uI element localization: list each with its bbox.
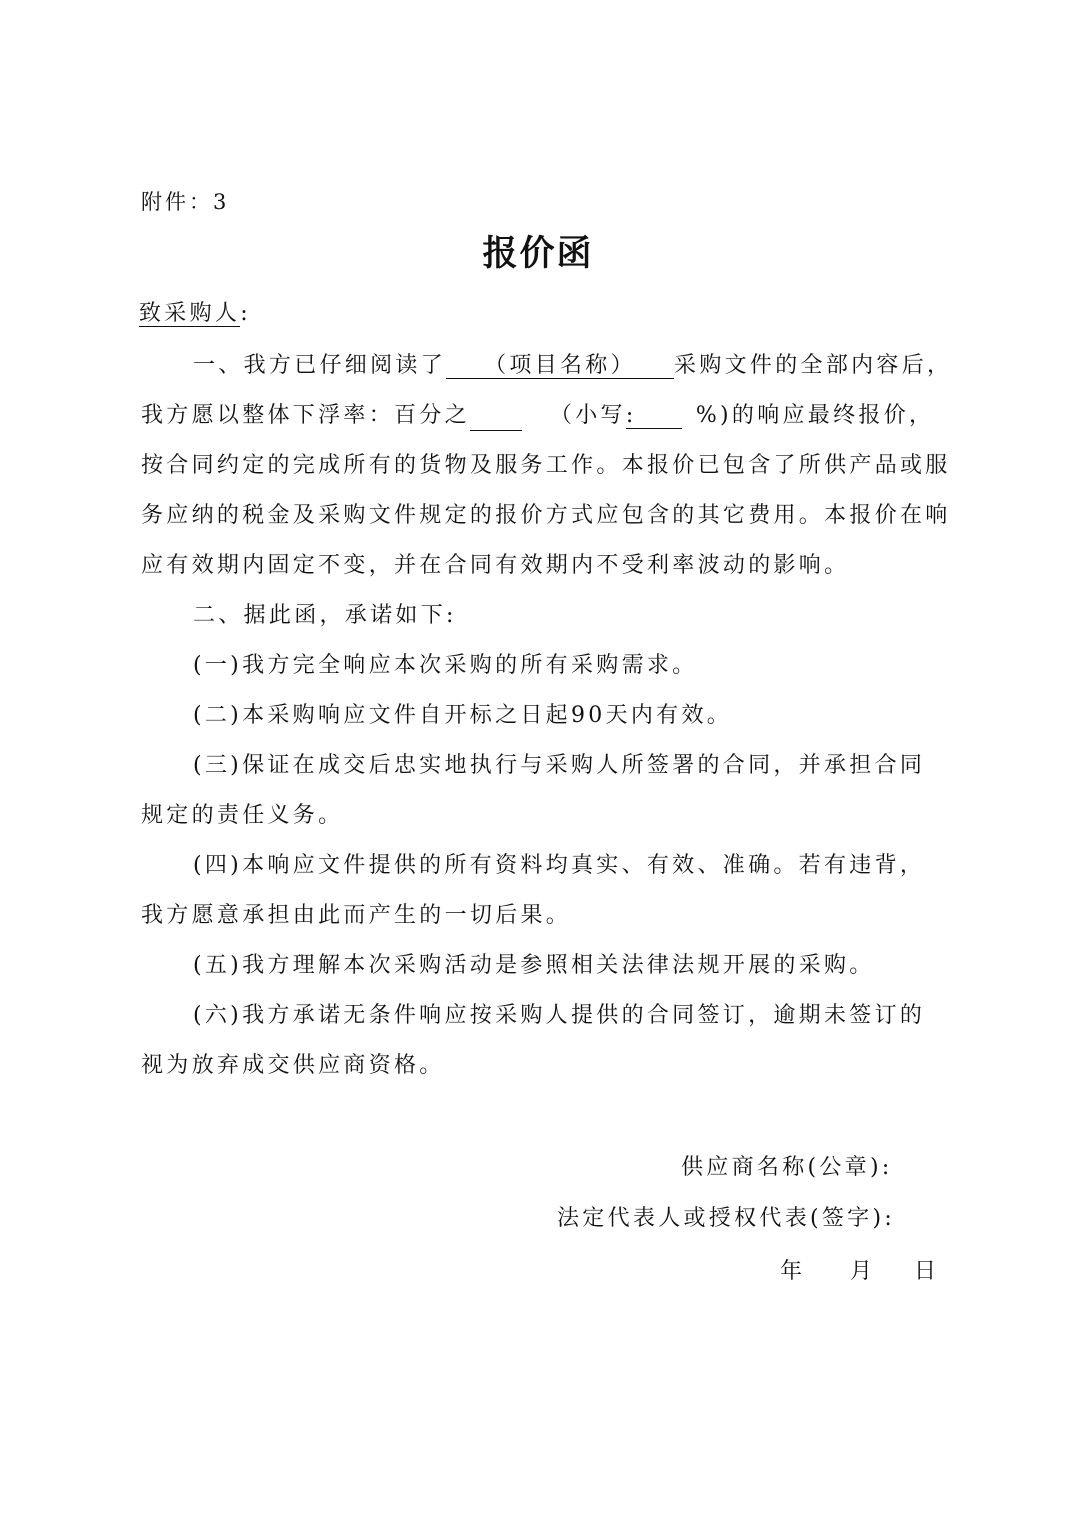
commitment-6-line1: (六)我方承诺无条件响应按采购人提供的合同签订，逾期未签订的 [193, 1003, 926, 1028]
commitment-3-line2: 规定的责任义务。 [141, 803, 344, 828]
commitment-2: (二)本采购响应文件自开标之日起90天内有效。 [193, 703, 733, 728]
date-day: 日 [914, 1259, 937, 1284]
project-name-field: （项目名称） [446, 354, 674, 379]
commitment-4-line2: 我方愿意承担由此而产生的一切后果。 [141, 903, 572, 928]
discount-rate-blank [470, 406, 522, 431]
para1-line2-suffix: %)的响应最终报价， [695, 403, 935, 428]
commitment-6-line2: 视为放弃成交供应商资格。 [141, 1053, 445, 1078]
para1-line1-suffix: 采购文件的全部内容后， [674, 353, 953, 378]
date-month: 月 [850, 1259, 873, 1284]
attachment-label: 附件：3 [141, 190, 230, 214]
para1-line2-mid: （小写 [549, 403, 626, 428]
representative-label: 法定代表人或授权代表(签字): [557, 1206, 896, 1231]
salutation: 致采购人 [139, 301, 241, 326]
lowercase-rate-blank: : [626, 404, 682, 429]
para2-heading: 二、据此函，承诺如下: [193, 603, 457, 628]
commitment-4-line1: (四)本响应文件提供的所有资料均真实、有效、准确。若有违背， [193, 853, 926, 878]
salutation-line [139, 299, 251, 329]
document-title: 报价函 [482, 233, 594, 274]
commitment-5: (五)我方理解本次采购活动是参照相关法律法规开展的采购。 [193, 953, 875, 978]
para1-line5: 应有效期内固定不变，并在合同有效期内不受利率波动的影响。 [141, 553, 850, 578]
para1-line2-prefix: 我方愿以整体下浮率：百分之 [141, 403, 470, 428]
para1-line1-prefix: 一、我方已仔细阅读了 [193, 353, 447, 378]
date-row [780, 1254, 936, 1285]
date-year: 年 [780, 1259, 803, 1284]
para1-line2 [141, 401, 934, 431]
para1-line4: 务应纳的税金及采购文件规定的报价方式应包含的其它费用。本报价在响 [141, 503, 951, 528]
commitment-3-line1: (三)保证在成交后忠实地执行与采购人所签署的合同，并承担合同 [193, 753, 926, 778]
salutation-colon: : [240, 301, 251, 326]
commitment-1: (一)我方完全响应本次采购的所有采购需求。 [193, 653, 698, 678]
supplier-name-label: 供应商名称(公章): [681, 1155, 893, 1180]
para1-line1 [193, 351, 952, 381]
para1-line3: 按合同约定的完成所有的货物及服务工作。本报价已包含了所供产品或服 [141, 453, 951, 478]
